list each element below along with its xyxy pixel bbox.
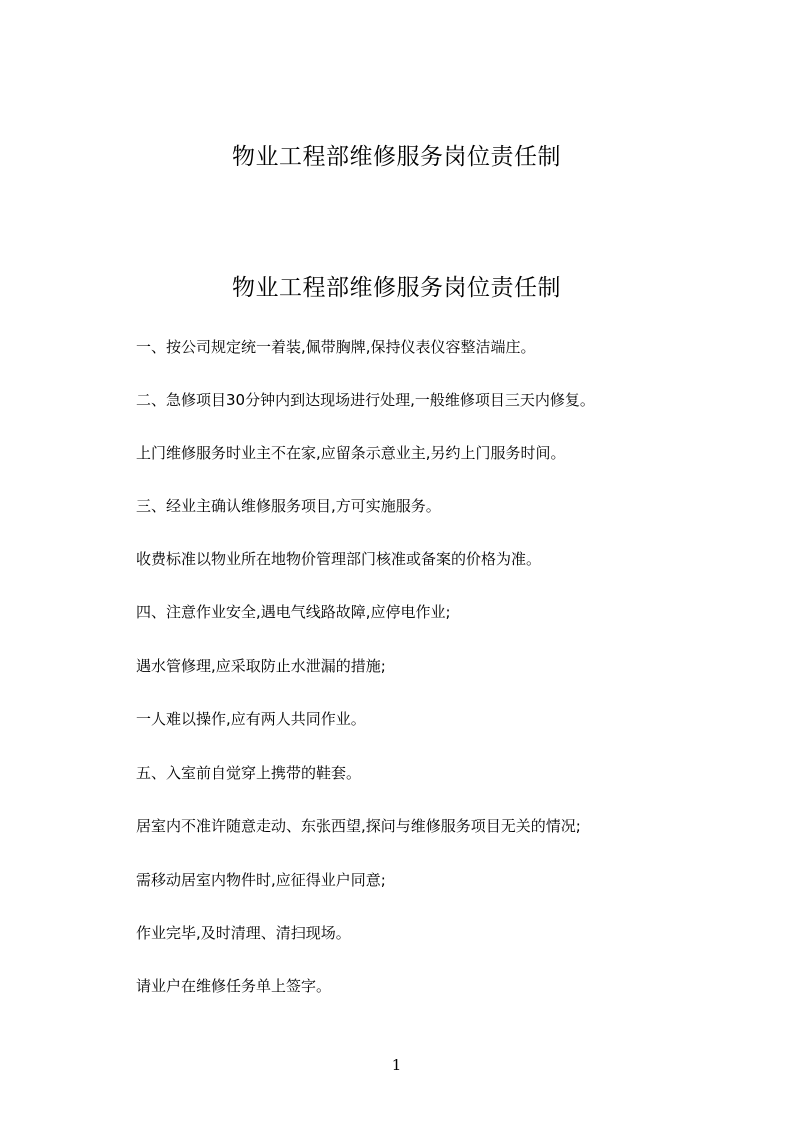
paragraph: 四、注意作业安全,遇电气线路故障,应停电作业; [136, 603, 451, 621]
paragraph: 二、急修项目30分钟内到达现场进行处理,一般维修项目三天内修复。 [136, 391, 595, 409]
paragraph: 一人难以操作,应有两人共同作业。 [136, 710, 366, 728]
paragraph: 请业户在维修任务单上签字。 [136, 977, 332, 995]
paragraph: 五、入室前自觉穿上携带的鞋套。 [136, 764, 362, 782]
document-title: 物业工程部维修服务岗位责任制 [232, 275, 561, 301]
paragraph: 上门维修服务时业主不在家,应留条示意业主,另约上门服务时间。 [136, 444, 566, 462]
document-header-title: 物业工程部维修服务岗位责任制 [232, 144, 561, 170]
paragraph: 需移动居室内物件时,应征得业户同意; [136, 871, 386, 889]
paragraph: 作业完毕,及时清理、清扫现场。 [136, 924, 351, 942]
page-number: 1 [391, 1056, 402, 1074]
paragraph: 三、经业主确认维修服务项目,方可实施服务。 [136, 497, 441, 515]
paragraph: 遇水管修理,应采取防止水泄漏的措施; [136, 657, 386, 675]
paragraph: 收费标准以物业所在地物价管理部门核准或备案的价格为准。 [136, 550, 542, 568]
paragraph: 居室内不准许随意走动、东张西望,探问与维修服务项目无关的情况; [136, 817, 581, 835]
paragraph: 一、按公司规定统一着装,佩带胸牌,保持仪表仪容整洁端庄。 [136, 338, 536, 356]
